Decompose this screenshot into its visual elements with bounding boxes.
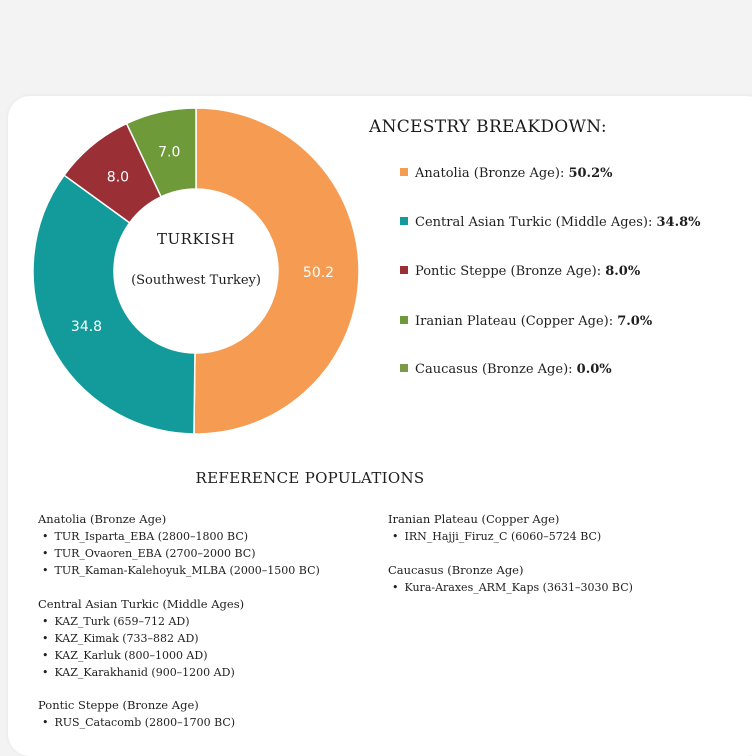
legend-swatch [400,168,408,176]
ref-item: • KAZ_Karluk (800–1000 AD) [38,647,244,664]
ref-item: • RUS_Catacomb (2800–1700 BC) [38,714,235,731]
legend-label: Central Asian Turkic (Middle Ages) [415,215,648,230]
legend-item-iranian-plateau: Iranian Plateau (Copper Age): 7.0% [400,314,652,329]
reference-title: REFERENCE POPULATIONS [195,469,425,487]
legend-label: Anatolia (Bronze Age) [415,166,560,181]
ref-group-heading: Pontic Steppe (Bronze Age) [38,698,199,712]
ref-group-heading: Caucasus (Bronze Age) [388,563,524,577]
legend-label: Caucasus (Bronze Age) [415,362,569,377]
slice-value-label: 50.2 [302,264,335,281]
legend-title: ANCESTRY BREAKDOWN: [369,117,607,137]
slice-value-label: 7.0 [158,144,181,161]
ref-item: • TUR_Isparta_EBA (2800–1800 BC) [38,528,320,545]
donut-center-subtitle: (Southwest Turkey) [131,273,261,288]
slice-value-label: 8.0 [106,169,130,186]
ref-item: • KAZ_Karakhanid (900–1200 AD) [38,664,244,681]
ref-group-caucasus [388,563,633,596]
legend-item-central-asian-turkic: Central Asian Turkic (Middle Ages): 34.8% [400,215,701,230]
legend-item-pontic-steppe: Pontic Steppe (Bronze Age): 8.0% [400,264,640,279]
ref-item: • Kura-Araxes_ARM_Kaps (3631–3030 BC) [388,579,633,596]
legend-label: Iranian Plateau (Copper Age) [415,314,609,329]
legend-value: 0.0% [576,362,612,377]
ref-item: • KAZ_Kimak (733–882 AD) [38,630,244,647]
donut-slice-anatolia [194,108,359,434]
ref-group-heading: Anatolia (Bronze Age) [38,512,167,526]
legend-value: 34.8% [656,215,701,230]
legend-value: 50.2% [568,166,613,181]
ref-group-anatolia [38,512,320,579]
ref-item: • TUR_Ovaoren_EBA (2700–2000 BC) [38,545,320,562]
ref-item: • KAZ_Turk (659–712 AD) [38,613,244,630]
legend-item-caucasus: Caucasus (Bronze Age): 0.0% [400,362,612,377]
legend-swatch [400,316,408,324]
donut-center-title: TURKISH [157,230,235,248]
ref-group-central-asian-turkic [38,597,244,681]
donut-slice-central-asian-turkic [33,175,195,434]
ref-item: • IRN_Hajji_Firuz_C (6060–5724 BC) [388,528,601,545]
ref-group-heading: Central Asian Turkic (Middle Ages) [38,597,245,611]
legend-swatch [400,364,408,372]
legend-swatch [400,217,408,225]
legend-label: Pontic Steppe (Bronze Age) [415,264,597,279]
ref-group-heading: Iranian Plateau (Copper Age) [388,512,560,526]
ref-group-iranian-plateau [388,512,601,545]
ref-group-pontic-steppe [38,698,235,731]
legend-value: 8.0% [605,264,641,279]
legend-item-anatolia: Anatolia (Bronze Age): 50.2% [400,166,612,181]
legend-value: 7.0% [617,314,653,329]
slice-value-label: 34.8 [70,318,103,335]
ref-item: • TUR_Kaman-Kalehoyuk_MLBA (2000–1500 BC) [38,562,320,579]
legend-swatch [400,266,408,274]
